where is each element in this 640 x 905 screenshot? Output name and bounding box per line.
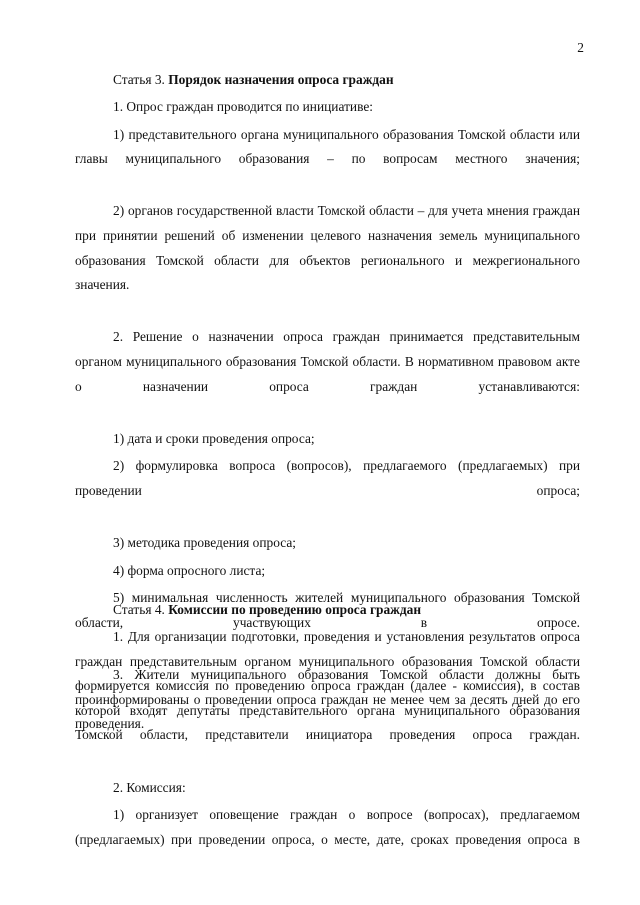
- paragraph: 1) дата и сроки проведения опроса;: [113, 430, 315, 446]
- article-4-heading: [75, 598, 580, 622]
- paragraph: 3) методика проведения опроса;: [113, 535, 296, 551]
- article-3-heading: [75, 68, 580, 92]
- paragraph: 1) организует оповещение граждан о вопросе (вопросах), предлагаемом (предлагаемых) при проведении опроса, о месте, дате, сроках проведения опроса в: [75, 807, 580, 847]
- paragraph: 1. Опрос граждан проводится по инициативе:: [113, 99, 373, 114]
- paragraph: 2. Решение о назначении опроса граждан принимается представительным органом муниципального образования Томской области. В нормативном правовом акте о назначении опроса граждан устанавливаются:: [75, 329, 580, 394]
- article-4: [75, 598, 580, 878]
- page-number: 2: [577, 40, 584, 55]
- paragraph: 4) форма опросного листа;: [113, 562, 266, 578]
- article-4-label: Статья 4.: [113, 602, 165, 617]
- paragraph: 1) представительного органа муниципального образования Томской области или главы муниципального образования – по вопросам местного значения;: [75, 126, 580, 167]
- paragraph: 5) минимальная численность жителей муниципального образования Томской области, участвующих в опросе.: [75, 590, 580, 630]
- paragraph: 2. Комиссия:: [113, 779, 186, 795]
- paragraph: 1. Для организации подготовки, проведения и установления результатов опроса граждан представительным органом муниципального образования Томской области формируется комиссия по проведению опроса граждан (далее - комиссия), в состав которой входят депутаты представительного органа муниципального образования Томской области, представители инициатора проведения опроса граждан.: [75, 629, 580, 743]
- paragraph: 2) органов государственной власти Томской области – для учета мнения граждан при принятии решений об изменении целевого назначения земель муниципального образования Томской области для объектов регионального и межрегионального значения.: [75, 203, 580, 293]
- paragraph: 2) формулировка вопроса (вопросов), предлагаемого (предлагаемых) при проведении опроса;: [75, 458, 580, 498]
- paragraph: 3. Жители муниципального образования Томской области должны быть проинформированы о проведении опроса граждан не менее чем за десять дней до его проведения.: [75, 667, 580, 732]
- article-4-title: Комиссии по проведению опроса граждан: [168, 602, 422, 617]
- article-3-title: Порядок назначения опроса граждан: [168, 72, 394, 87]
- article-3-label: Статья 3.: [113, 72, 165, 87]
